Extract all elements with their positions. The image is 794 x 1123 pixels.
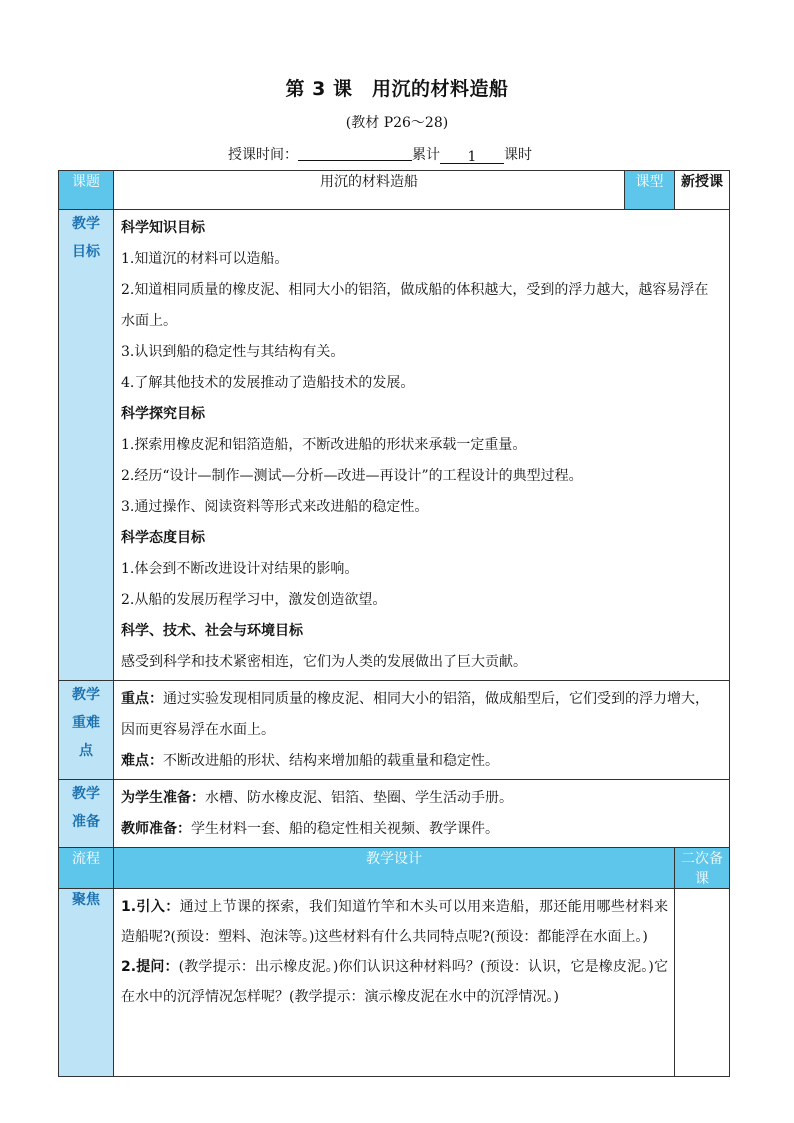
goal-item: 4.了解其他技术的发展推动了造船技术的发展。 [121, 375, 415, 391]
teacher-prep: 教师准备：学生材料一套、船的稳定性相关视频、教学课件。 [121, 821, 499, 837]
second-prep-header: 二次备课 [675, 848, 730, 889]
lesson-plan-table [58, 170, 730, 1077]
step-question: 2.提问：(教学提示：出示橡皮泥。)你们认识这种材料吗？(预设：认识，它是橡皮泥。)它在水中的沉浮情况怎样呢？(教学提示：演示橡皮泥在水中的沉浮情况。) [121, 959, 668, 1005]
time-blank [298, 146, 412, 161]
goal-item: 2.从船的发展历程学习中，激发创造欲望。 [121, 592, 387, 608]
time-label: 授课时间： [228, 147, 298, 163]
prep-row [59, 780, 730, 848]
stse-goal-title: 科学、技术、社会与环境目标 [121, 623, 303, 639]
goals-content [114, 210, 730, 681]
prep-label: 教学 准备 [59, 780, 114, 848]
step-intro: 1.引入：通过上节课的探索，我们知道竹竿和木头可以用来造船，那还能用哪些材料来造船呢?(预设：塑料、泡沫等。)这些材料有什么共同特点呢?(预设：都能浮在水面上。) [121, 899, 669, 945]
goal-item: 3.通过操作、阅读资料等形式来改进船的稳定性。 [121, 499, 429, 515]
type-label: 课型 [625, 171, 675, 210]
keypoints-label: 教学 重难 点 [59, 681, 114, 780]
type-value: 新授课 [675, 171, 730, 210]
attitude-goal-title: 科学态度目标 [121, 530, 205, 546]
goal-item: 3.认识到船的稳定性与其结构有关。 [121, 344, 345, 360]
goal-item: 2.经历“设计—制作—测试—分析—改进—再设计”的工程设计的典型过程。 [121, 468, 583, 484]
goals-label: 教学 目标 [59, 210, 114, 681]
lesson-title: 第 3 课 用沉的材料造船 [285, 78, 509, 100]
unit-label: 课时 [504, 147, 532, 163]
topic-value: 用沉的材料造船 [114, 171, 625, 210]
difficult-point: 难点：不断改进船的形状、结构来增加船的载重量和稳定性。 [121, 753, 499, 769]
goal-item: 1.知道沉的材料可以造船。 [121, 251, 289, 267]
lesson-time-line [228, 144, 532, 164]
textbook-pages: (教材 P26～28) [345, 115, 449, 131]
knowledge-goal-title: 科学知识目标 [121, 220, 205, 236]
inquiry-goal-title: 科学探究目标 [121, 406, 205, 422]
total-label: 累计 [412, 147, 440, 163]
flow-header: 流程 [59, 848, 114, 889]
topic-row [59, 171, 730, 210]
total-value: 1 [440, 149, 504, 164]
goal-item: 感受到科学和技术紧密相连，它们为人类的发展做出了巨大贡献。 [121, 654, 527, 670]
student-prep: 为学生准备：水槽、防水橡皮泥、铝箔、垫圈、学生活动手册。 [121, 790, 513, 806]
focus-row [59, 889, 730, 1077]
process-header-row [59, 848, 730, 889]
topic-label: 课题 [59, 171, 114, 210]
focus-design-content [114, 889, 675, 1077]
goals-row [59, 210, 730, 681]
goal-item: 1.探索用橡皮泥和铝箔造船，不断改进船的形状来承载一定重量。 [121, 437, 527, 453]
key-point: 重点：通过实验发现相同质量的橡皮泥、相同大小的铝箔，做成船型后，它们受到的浮力增大，因而更容易浮在水面上。 [121, 691, 709, 738]
design-header: 教学设计 [114, 848, 675, 889]
goal-item: 2.知道相同质量的橡皮泥、相同大小的铝箔，做成船的体积越大，受到的浮力越大，越容易浮在水面上。 [121, 282, 709, 329]
second-prep-cell [675, 889, 730, 1077]
keypoints-row [59, 681, 730, 780]
stage-label-focus: 聚焦 [59, 889, 114, 1077]
keypoints-content [114, 681, 730, 780]
prep-content [114, 780, 730, 848]
goal-item: 1.体会到不断改进设计对结果的影响。 [121, 561, 359, 577]
